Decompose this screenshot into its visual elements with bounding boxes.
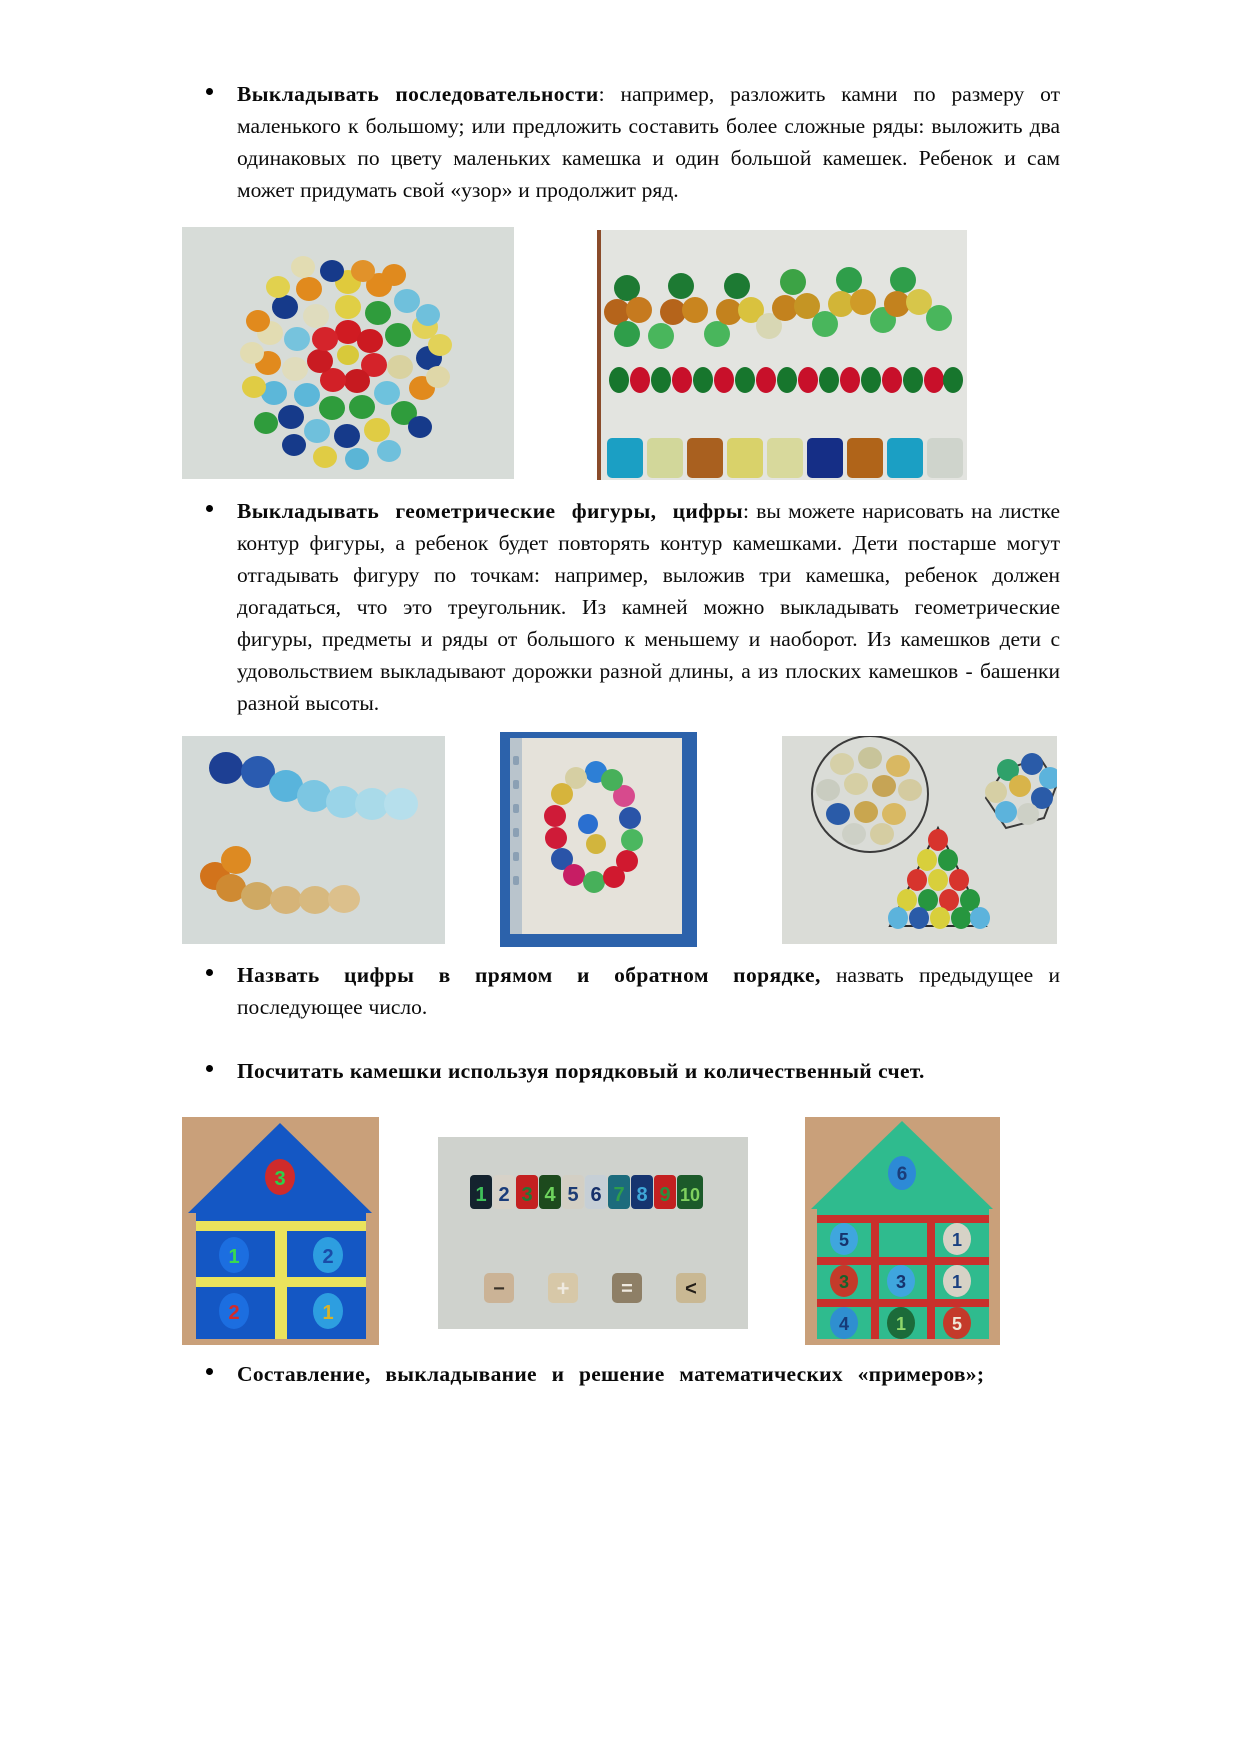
page-content [180, 0, 1060, 1390]
bullet-marker-icon [206, 505, 213, 512]
svg-text:2: 2 [228, 1302, 240, 1324]
bullet-marker-icon [206, 1065, 213, 1072]
svg-text:−: − [493, 1278, 505, 1300]
bullet-shapes-text [237, 495, 1060, 719]
bullet-shapes-lead: Выкладывать геометрические фигуры, цифры [237, 499, 744, 523]
svg-text:2: 2 [322, 1246, 334, 1268]
bullet-marker-icon [206, 969, 213, 976]
mandala-illustration [182, 227, 514, 479]
svg-text:1: 1 [228, 1246, 240, 1268]
bullet-shapes [180, 495, 1060, 719]
svg-text:3: 3 [895, 1272, 907, 1292]
svg-text:1: 1 [322, 1302, 334, 1324]
svg-text:5: 5 [951, 1314, 963, 1334]
svg-text:10: 10 [679, 1185, 701, 1205]
svg-text:5: 5 [838, 1230, 850, 1250]
svg-text:1: 1 [951, 1272, 963, 1292]
bullet-marker-icon [206, 88, 213, 95]
sequences-illustration [597, 230, 967, 480]
bullet-sequences-body: : например, разложить камни по размеру от маленького к большому; или предложить составить более сложные ряды: выложить два одинаковых по цвету маленьких камешка и один большой камешек. Ребенок и сам может придумать свой «узор» и продолжит ряд. [237, 82, 1061, 202]
photo-green-house-numbers [805, 1117, 1000, 1345]
svg-text:9: 9 [659, 1184, 671, 1206]
blue-house-illustration [182, 1117, 379, 1345]
svg-text:5: 5 [567, 1184, 579, 1206]
photo-row-numbers [180, 1117, 1060, 1352]
svg-text:1: 1 [475, 1184, 487, 1206]
svg-text:3: 3 [838, 1272, 850, 1292]
svg-text:=: = [621, 1278, 633, 1300]
paths-illustration [182, 736, 445, 944]
photo-row-shapes [180, 736, 1060, 951]
bullet-sequences [180, 78, 1060, 206]
number-line-illustration [438, 1137, 748, 1329]
bullet-shapes-body: : вы можете нарисовать на листке контур фигуры, а ребенок будет повторять контур камешками. Дети постарше могут отгадывать фигуру по точкам: например, выложив три камешка, ребенок должен догадаться, что это треугольник. Из камней можно выкладывать геометрические фигуры, предметы и ряды от большого к меньшему и наоборот. Из камешков дети с удовольствием выкладывают дорожки разной длины, а из плоских камешков - башенки разной высоты. [237, 499, 1061, 715]
svg-text:+: + [556, 1276, 570, 1301]
photo-number-line-and-signs [438, 1137, 748, 1329]
bullet-counting [180, 1055, 1060, 1087]
bullet-counting-text: Посчитать камешки используя порядковый и количественный счет. [237, 1059, 925, 1083]
green-house-illustration [805, 1117, 1000, 1345]
svg-text:3: 3 [274, 1168, 286, 1190]
svg-text:4: 4 [838, 1314, 850, 1334]
bullet-numbers-order-text [237, 959, 1060, 1023]
bullet-sequences-lead: Выкладывать последовательности [237, 82, 599, 106]
zero-digit-illustration [500, 732, 697, 947]
svg-text:6: 6 [590, 1184, 602, 1206]
photo-marble-rows-sequences [597, 230, 967, 480]
photo-blue-house-numbers [182, 1117, 379, 1345]
svg-text:1: 1 [951, 1230, 963, 1250]
svg-text:6: 6 [896, 1164, 908, 1185]
photo-marble-zero-digit [500, 732, 697, 947]
svg-text:7: 7 [613, 1184, 625, 1206]
svg-text:2: 2 [498, 1184, 510, 1206]
svg-text:8: 8 [636, 1184, 648, 1206]
svg-text:1: 1 [895, 1314, 907, 1334]
bullet-examples [180, 1358, 1060, 1390]
svg-text:3: 3 [521, 1184, 533, 1206]
figures-illustration [782, 736, 1057, 944]
svg-text:4: 4 [544, 1184, 556, 1206]
bullet-numbers-order-body: назвать предыдущее и последующее число. [237, 963, 1060, 1019]
bullet-marker-icon [206, 1368, 213, 1375]
bullet-numbers-order-lead: Назвать цифры в прямом и обратном порядке, [237, 963, 821, 987]
photo-row-patterns [180, 227, 1060, 487]
photo-marble-geometric-figures [782, 736, 1057, 944]
bullet-numbers-order [180, 959, 1060, 1023]
bullet-sequences-text [237, 78, 1060, 206]
photo-marble-flower-mandala [182, 227, 514, 479]
svg-text:<: < [685, 1278, 697, 1300]
bullet-examples-text: Составление, выкладывание и решение математических «примеров»; [237, 1362, 985, 1386]
photo-marble-curve-lines [182, 736, 445, 944]
